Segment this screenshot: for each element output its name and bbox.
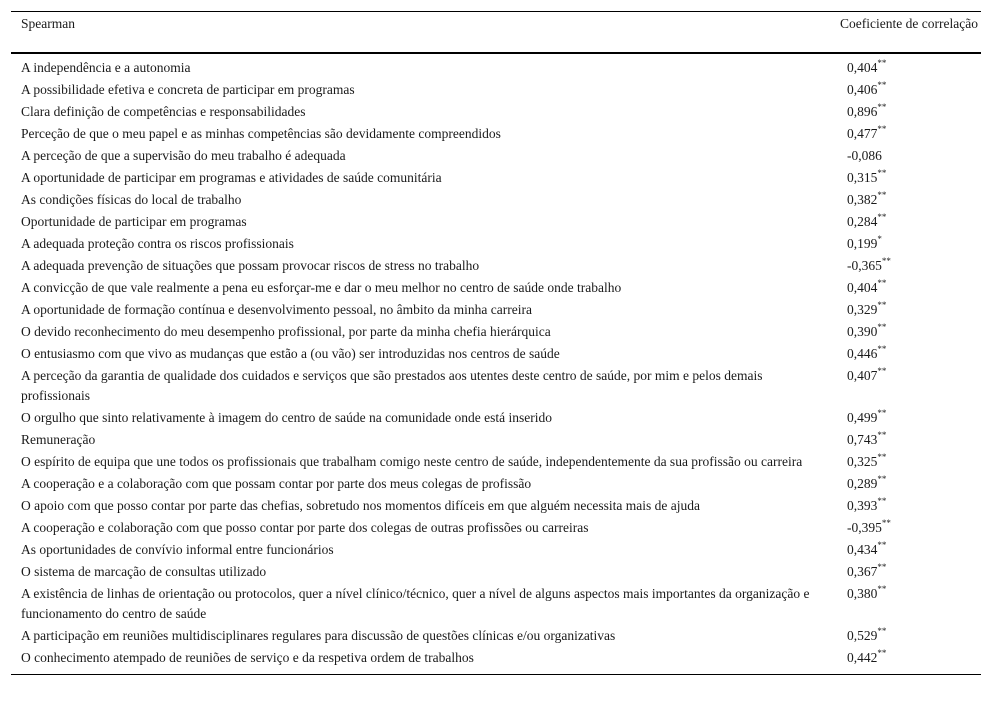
table-row <box>11 452 981 472</box>
significance-marker: ** <box>877 366 887 376</box>
correlation-value: 0,499 <box>847 410 878 425</box>
significance-marker: ** <box>877 344 887 354</box>
row-label: A oportunidade de formação contínua e desenvolvimento pessoal, no âmbito da minha carreira <box>21 302 532 317</box>
significance-marker: ** <box>877 190 887 200</box>
row-value-cell <box>837 212 981 232</box>
row-value-cell <box>837 366 981 386</box>
row-value-cell <box>837 648 981 668</box>
table-row <box>11 344 981 364</box>
significance-marker: ** <box>877 626 887 636</box>
table-row <box>11 102 981 122</box>
row-value-cell <box>837 496 981 516</box>
significance-marker: ** <box>877 408 887 418</box>
table-header <box>11 12 981 54</box>
correlation-value: 0,393 <box>847 498 878 513</box>
row-label: A cooperação e a colaboração com que possam contar por parte dos meus colegas de profissão <box>21 476 532 491</box>
row-value-cell <box>837 430 981 450</box>
row-value-cell <box>837 584 981 604</box>
row-value-cell <box>837 80 981 100</box>
row-label: O sistema de marcação de consultas utilizado <box>21 564 267 579</box>
row-label: Perceção de que o meu papel e as minhas competências são devidamente compreendidos <box>21 126 501 141</box>
significance-marker: ** <box>877 322 887 332</box>
correlation-value: 0,289 <box>847 476 878 491</box>
row-value-cell <box>837 474 981 494</box>
significance-marker: ** <box>877 474 887 484</box>
table-row <box>11 518 981 538</box>
table-row <box>11 146 981 166</box>
row-value-cell <box>837 344 981 364</box>
correlation-value: 0,446 <box>847 346 878 361</box>
row-label: A adequada proteção contra os riscos profissionais <box>21 236 294 251</box>
correlation-value: 0,743 <box>847 432 878 447</box>
correlation-value: 0,315 <box>847 170 878 185</box>
table-row <box>11 648 981 668</box>
row-value-cell <box>837 58 981 78</box>
correlation-value: 0,382 <box>847 192 878 207</box>
significance-marker: ** <box>877 212 887 222</box>
table-row <box>11 562 981 582</box>
row-value-cell <box>837 256 981 276</box>
row-label: Clara definição de competências e responsabilidades <box>21 104 306 119</box>
table-row <box>11 322 981 342</box>
row-label: Remuneração <box>21 432 96 447</box>
table-row <box>11 168 981 188</box>
table-row <box>11 540 981 560</box>
correlation-value: 0,404 <box>847 280 878 295</box>
table-row <box>11 278 981 298</box>
significance-marker: ** <box>877 278 887 288</box>
significance-marker: ** <box>877 124 887 134</box>
correlation-value: 0,329 <box>847 302 878 317</box>
correlation-value: 0,406 <box>847 82 878 97</box>
correlation-value: 0,284 <box>847 214 878 229</box>
row-value-cell <box>837 540 981 560</box>
correlation-value: 0,896 <box>847 104 878 119</box>
row-label: As oportunidades de convívio informal entre funcionários <box>21 542 334 557</box>
table-row <box>11 584 981 624</box>
correlation-value: -0,365 <box>847 258 882 273</box>
correlation-value: 0,442 <box>847 650 878 665</box>
row-label: O orgulho que sinto relativamente à imagem do centro de saúde na comunidade onde está inserido <box>21 410 552 425</box>
row-value-cell <box>837 190 981 210</box>
significance-marker: ** <box>877 300 887 310</box>
significance-marker: ** <box>881 518 891 528</box>
header-value-column: Coeficiente de correlação <box>840 16 978 31</box>
significance-marker: ** <box>877 102 887 112</box>
significance-marker: ** <box>877 584 887 594</box>
table-row <box>11 234 981 254</box>
correlation-value: 0,380 <box>847 586 878 601</box>
significance-marker: ** <box>877 80 887 90</box>
significance-marker: ** <box>881 256 891 266</box>
correlation-value: 0,199 <box>847 236 878 251</box>
correlation-table <box>11 11 981 675</box>
row-value-cell <box>837 300 981 320</box>
row-label: As condições físicas do local de trabalho <box>21 192 242 207</box>
row-label: O apoio com que posso contar por parte das chefias, sobretudo nos momentos difíceis em que alguém necessita mais de ajuda <box>21 498 700 513</box>
row-label: O espírito de equipa que une todos os profissionais que trabalham comigo neste centro de saúde, independentemente da sua profissão ou carreira <box>21 454 803 469</box>
correlation-value: 0,404 <box>847 60 878 75</box>
row-value-cell <box>837 322 981 342</box>
table-row <box>11 430 981 450</box>
row-label: O entusiasmo com que vivo as mudanças que estão a (ou vão) ser introduzidas nos centros de saúde <box>21 346 560 361</box>
table-body <box>11 54 981 674</box>
row-label: A oportunidade de participar em programas e atividades de saúde comunitária <box>21 170 442 185</box>
row-label: A independência e a autonomia <box>21 60 191 75</box>
significance-marker: ** <box>877 168 887 178</box>
row-label: A convicção de que vale realmente a pena eu esforçar-me e dar o meu melhor no centro de saúde onde trabalho <box>21 280 622 295</box>
header-label-column: Spearman <box>21 16 75 31</box>
correlation-value: 0,407 <box>847 368 878 383</box>
row-label: A possibilidade efetiva e concreta de participar em programas <box>21 82 355 97</box>
row-value-cell <box>837 234 981 254</box>
row-label: O devido reconhecimento do meu desempenho profissional, por parte da minha chefia hierárquica <box>21 324 551 339</box>
row-value-cell <box>837 452 981 472</box>
table-row <box>11 80 981 100</box>
correlation-value: 0,325 <box>847 454 878 469</box>
significance-marker: ** <box>877 540 887 550</box>
row-value-cell <box>837 168 981 188</box>
row-value-cell <box>837 102 981 122</box>
row-label: A participação em reuniões multidisciplinares regulares para discussão de questões clínicas e/ou organizativas <box>21 628 616 643</box>
significance-marker: ** <box>877 496 887 506</box>
correlation-value: 0,477 <box>847 126 878 141</box>
table-row <box>11 300 981 320</box>
significance-marker: * <box>877 234 882 244</box>
row-label: A cooperação e colaboração com que posso contar por parte dos colegas de outras profissões ou carreiras <box>21 520 589 535</box>
row-value-cell <box>837 626 981 646</box>
table-row <box>11 190 981 210</box>
correlation-value: 0,390 <box>847 324 878 339</box>
row-label: A perceção da garantia de qualidade dos cuidados e serviços que são prestados aos utentes deste centro de saúde, por mim e pelos demais profissionais <box>21 368 763 403</box>
significance-marker: ** <box>877 430 887 440</box>
significance-marker: ** <box>877 648 887 658</box>
row-label: Oportunidade de participar em programas <box>21 214 247 229</box>
significance-marker: ** <box>877 58 887 68</box>
table-row <box>11 496 981 516</box>
row-value-cell <box>837 518 981 538</box>
row-label: A adequada prevenção de situações que possam provocar riscos de stress no trabalho <box>21 258 480 273</box>
row-label: A existência de linhas de orientação ou protocolos, quer a nível clínico/técnico, quer a nível de alguns aspectos mais importantes da organização e funcionamento do centro de saúde <box>21 586 810 621</box>
table-row <box>11 626 981 646</box>
correlation-value: -0,086 <box>847 148 882 163</box>
row-label: A perceção de que a supervisão do meu trabalho é adequada <box>21 148 346 163</box>
table-row <box>11 58 981 78</box>
correlation-value: 0,434 <box>847 542 878 557</box>
row-label: O conhecimento atempado de reuniões de serviço e da respetiva ordem de trabalhos <box>21 650 474 665</box>
significance-marker: ** <box>877 562 887 572</box>
table-row <box>11 124 981 144</box>
table-row <box>11 256 981 276</box>
table-row <box>11 474 981 494</box>
significance-marker: ** <box>877 452 887 462</box>
correlation-value: -0,395 <box>847 520 882 535</box>
table-row <box>11 408 981 428</box>
row-value-cell <box>837 146 981 166</box>
correlation-value: 0,367 <box>847 564 878 579</box>
table-row <box>11 212 981 232</box>
table-row <box>11 366 981 406</box>
row-value-cell <box>837 124 981 144</box>
row-value-cell <box>837 278 981 298</box>
row-value-cell <box>837 408 981 428</box>
correlation-value: 0,529 <box>847 628 878 643</box>
row-value-cell <box>837 562 981 582</box>
